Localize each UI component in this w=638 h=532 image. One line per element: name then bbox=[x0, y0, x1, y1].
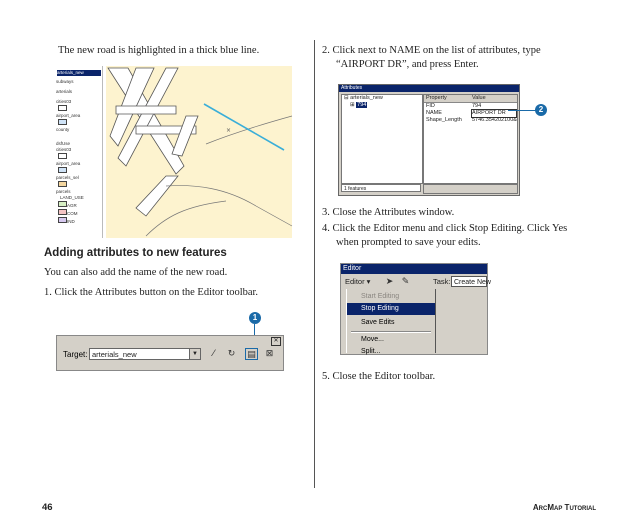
legend-swatch bbox=[58, 105, 67, 111]
attributes-button-icon[interactable]: ▤ bbox=[245, 348, 258, 360]
feature-count: 1 features bbox=[341, 184, 421, 192]
menu-item-stop-editing[interactable]: Stop Editing bbox=[347, 303, 435, 315]
task-select[interactable]: Create New bbox=[451, 276, 487, 287]
step-2-line1: 2. Click next to NAME on the list of attributes, type bbox=[322, 45, 541, 56]
map-display[interactable] bbox=[106, 66, 292, 238]
tree-feature-node[interactable]: ⊞ 794 bbox=[350, 102, 367, 108]
editor-menu-button[interactable]: Editor ▾ bbox=[345, 277, 371, 286]
toc-item[interactable]: airport_area bbox=[56, 113, 81, 118]
callout-2-icon: 2 bbox=[535, 104, 547, 116]
step-4-line1: 4. Click the Editor menu and click Stop Editing. Click Yes bbox=[322, 223, 568, 234]
toc-item[interactable]: subways bbox=[56, 79, 74, 84]
attributes-window bbox=[338, 84, 520, 196]
col-value: Value bbox=[472, 95, 486, 101]
table-of-contents bbox=[56, 66, 103, 238]
toc-item-arterials-new[interactable]: arterials_new bbox=[57, 70, 101, 76]
feature-tree bbox=[341, 94, 423, 184]
book-title: ArcMap Tutorial bbox=[532, 503, 596, 512]
table-row[interactable]: FID 794 bbox=[426, 103, 482, 109]
legend-label: IND bbox=[67, 219, 75, 224]
toc-item[interactable]: LAND_USE bbox=[60, 195, 84, 200]
callout-2-leader bbox=[508, 110, 536, 111]
menu-item-split[interactable]: Split... bbox=[361, 348, 381, 355]
legend-swatch bbox=[58, 181, 67, 187]
table-row[interactable]: Shape_Length 5746.354202100& bbox=[426, 117, 517, 123]
step-4-line2: when prompted to save your edits. bbox=[336, 237, 481, 248]
toc-item[interactable]: county bbox=[56, 127, 70, 132]
target-label: Target: bbox=[63, 350, 88, 359]
edit-tool-icon[interactable]: ➤ bbox=[385, 277, 394, 287]
legend-label: AGR bbox=[67, 203, 77, 208]
legend-swatch bbox=[58, 153, 67, 159]
callout-1-icon: 1 bbox=[249, 312, 261, 324]
legend-swatch bbox=[58, 167, 67, 173]
toc-item[interactable]: cities03 bbox=[56, 147, 72, 152]
toc-item[interactable]: parcels_sel bbox=[56, 175, 79, 180]
map-screenshot bbox=[56, 66, 292, 238]
close-icon[interactable]: ✕ bbox=[271, 337, 281, 346]
editor-toolbar bbox=[56, 335, 284, 371]
body-paragraph: You can also add the name of the new road. bbox=[44, 267, 228, 278]
chevron-down-icon[interactable]: ▼ bbox=[189, 349, 200, 359]
table-row[interactable]: NAME AIRPORT DR bbox=[424, 110, 517, 117]
legend-swatch bbox=[58, 119, 67, 125]
toc-item[interactable]: arterials bbox=[56, 89, 73, 94]
editor-menu-window bbox=[340, 263, 491, 355]
toc-item[interactable]: cities03 bbox=[56, 99, 72, 104]
editor-dropdown-menu bbox=[346, 289, 436, 353]
grid-header bbox=[424, 95, 517, 103]
column-divider bbox=[314, 40, 315, 488]
horizontal-scrollbar[interactable] bbox=[423, 184, 518, 194]
rotate-tool-icon[interactable]: ↻ bbox=[227, 349, 236, 359]
tree-layer-node[interactable]: ⊟ arterials_new bbox=[344, 95, 383, 101]
menu-item-start-editing[interactable]: Start Editing bbox=[361, 293, 400, 300]
task-label: Task: bbox=[433, 277, 451, 286]
target-value: arterials_new bbox=[92, 350, 137, 359]
sketch-pencil-icon[interactable]: ✎ bbox=[401, 277, 410, 287]
intro-text: The new road is highlighted in a thick blue line. bbox=[58, 45, 260, 56]
step-3: 3. Close the Attributes window. bbox=[322, 207, 455, 218]
legend-swatch bbox=[58, 201, 67, 207]
legend-swatch bbox=[58, 217, 67, 223]
toolbar-titlebar bbox=[57, 336, 283, 346]
sketch-properties-icon[interactable]: ⊠ bbox=[265, 349, 274, 359]
map-canvas bbox=[106, 66, 292, 238]
legend-label: COM bbox=[67, 211, 78, 216]
target-select[interactable] bbox=[89, 348, 201, 360]
toc-item[interactable]: airport_area bbox=[56, 161, 81, 166]
svg-text:×: × bbox=[226, 127, 232, 134]
window-title: Attributes bbox=[339, 85, 519, 92]
name-value-field[interactable]: AIRPORT DR bbox=[471, 109, 517, 118]
step-2-line2: “AIRPORT DR”, and press Enter. bbox=[336, 59, 479, 70]
section-heading: Adding attributes to new features bbox=[44, 247, 227, 259]
page-number: 46 bbox=[42, 502, 53, 513]
attribute-grid bbox=[423, 94, 518, 184]
sketch-tool-icon[interactable]: ⁄ bbox=[212, 349, 215, 359]
col-property: Property bbox=[426, 95, 447, 101]
legend-swatch bbox=[58, 209, 67, 215]
step-1: 1. Click the Attributes button on the Editor toolbar. bbox=[44, 287, 259, 298]
toc-item[interactable]: dsfUse bbox=[56, 141, 71, 146]
menu-item-save-edits[interactable]: Save Edits bbox=[361, 319, 395, 326]
menu-separator bbox=[351, 331, 431, 333]
menu-item-move[interactable]: Move... bbox=[361, 336, 384, 343]
toc-item[interactable]: parcels bbox=[56, 189, 71, 194]
editor-titlebar: Editor bbox=[341, 264, 487, 274]
step-5: 5. Close the Editor toolbar. bbox=[322, 371, 436, 382]
